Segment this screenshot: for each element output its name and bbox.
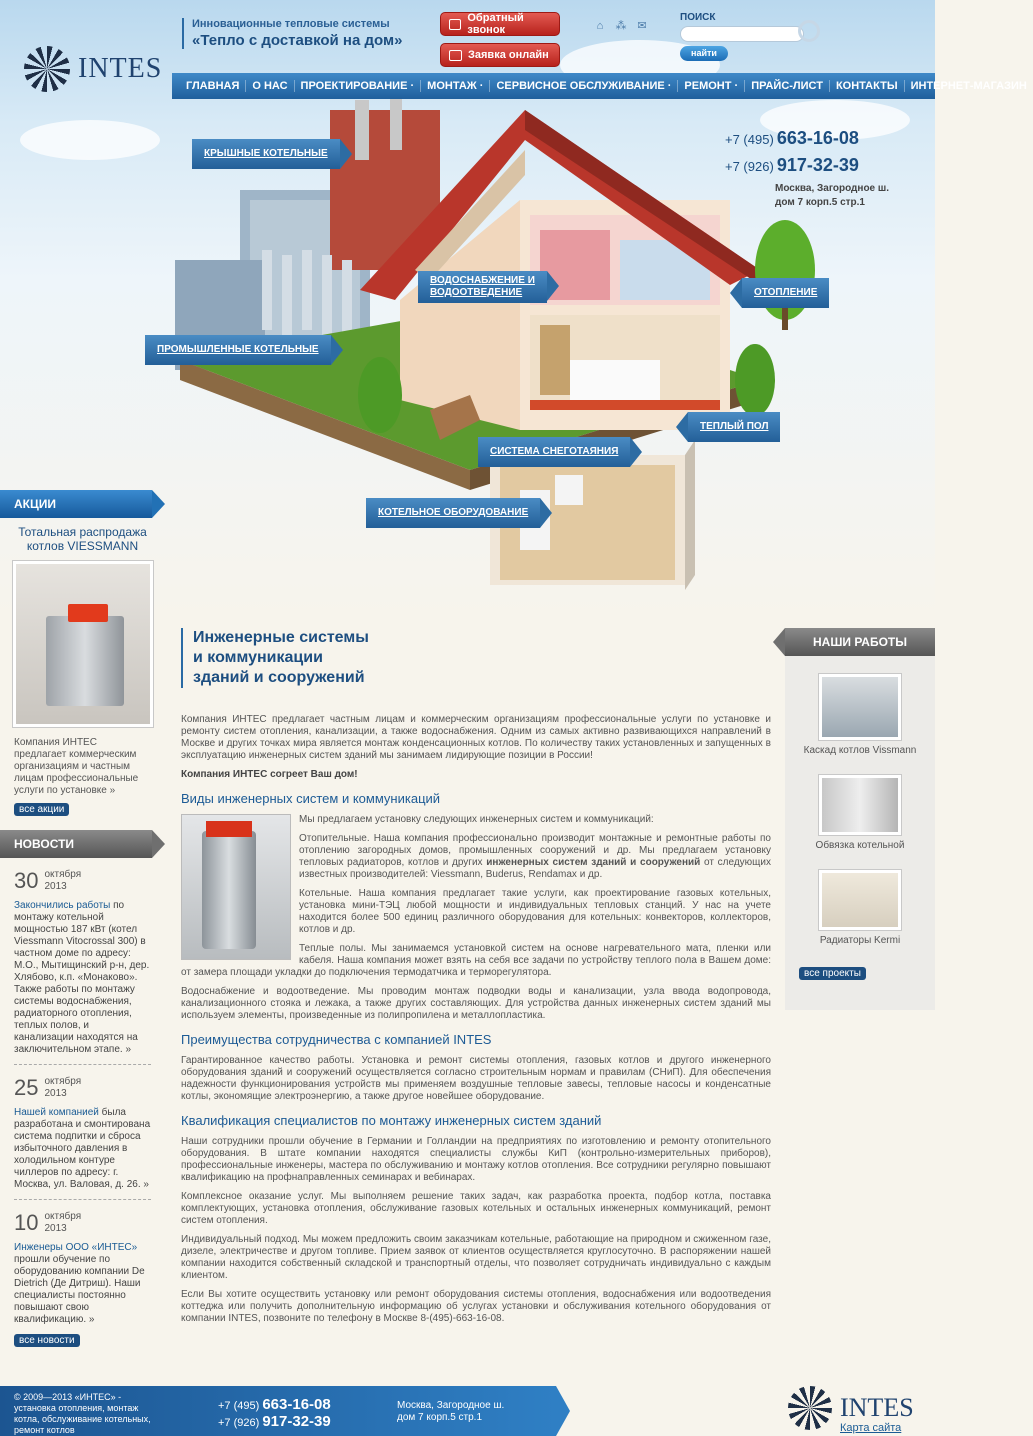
work-item[interactable] xyxy=(785,674,935,757)
nav-item-pricelist[interactable]: ПРАЙС-ЛИСТ xyxy=(745,80,830,92)
nav-item-contacts[interactable]: КОНТАКТЫ xyxy=(830,80,905,92)
logo-icon xyxy=(788,1386,832,1430)
all-news-button[interactable]: все новости xyxy=(14,1334,80,1347)
types-boilers: Котельные. Наша компания предлагает такие услуги, как проектирование газовых котельных, установка мини-ТЭЦ любой мощности и индивидуальных тепловых станций. У нас на учете находится более 500 единиц различного оборудования для котельных: конвекторов, коллекторов, котлов и др. xyxy=(299,888,771,935)
news-day: 30 xyxy=(14,868,39,893)
footer-phone-2[interactable]: +7 (926) 917-32-39 xyxy=(218,1413,331,1430)
news-day: 25 xyxy=(14,1075,39,1100)
slogan: Компания ИНТЕС согреет Ваш дом! xyxy=(181,769,358,780)
types-intro: Мы предлагаем установку следующих инженерных систем и коммуникаций: xyxy=(299,814,654,825)
qualification-text-3: Индивидуальный подход. Мы можем предложить своим заказчикам котельные, работающие на природном и сжиженном газе, дизеле, электричестве и другом топливе. Прием заявок от клиентов осуществляется круглосуточно. В распоряжении нашей компании находится собственный складской и транспортный отделы, что позволяет сотрудничать индивидуально с каждым клиентом. xyxy=(181,1234,771,1281)
address: Москва, Загородное ш. дом 7 корп.5 стр.1 xyxy=(775,183,890,208)
logo-icon xyxy=(24,46,70,92)
promo-image[interactable] xyxy=(13,561,153,727)
nav-item-repair[interactable]: РЕМОНТ · xyxy=(678,80,745,92)
page-title: Инженерные системы и коммуникации зданий и сооружений xyxy=(181,628,381,688)
nav-item-shop[interactable]: ИНТЕРНЕТ-МАГАЗИН xyxy=(910,80,1027,92)
promo-text: Компания ИНТЕС предлагает коммерческим организациям и частным лицам профессиональные услуги по установке » xyxy=(14,737,139,796)
nav-item-home[interactable]: ГЛАВНАЯ xyxy=(180,80,246,92)
work-item[interactable] xyxy=(785,775,935,852)
boiler-shape xyxy=(46,616,124,706)
footer-phone-1[interactable]: +7 (495) 663-16-08 xyxy=(218,1396,331,1413)
tag-water-supply[interactable]: ВОДОСНАБЖЕНИЕ И ВОДООТВЕДЕНИЕ xyxy=(418,271,547,303)
promo-header: АКЦИИ xyxy=(0,490,152,518)
news-header: НОВОСТИ xyxy=(0,830,152,858)
news-year: 2013 xyxy=(44,881,67,892)
all-projects-button[interactable]: все проекты xyxy=(799,967,866,980)
work-item[interactable] xyxy=(785,870,935,947)
boiler-body-shape xyxy=(202,831,256,949)
callback-label: Обратный звонок xyxy=(467,12,524,36)
qualification-text-1: Наши сотрудники прошли обучение в Германии и Голландии на предприятиях по изготовлению и ремонту отопительного оборудования. В штате компании находятся специалисты службы КиП (контрольно-измерительных приборов), профессиональные инженеры, мастера по обслуживанию и монтажу котлов отопления. Все сотрудники регулярно повышают квалификацию на профнаправленных семинарах и вебинарах. xyxy=(181,1136,771,1183)
news-link[interactable]: Закончились работы xyxy=(14,900,111,911)
tag-roof-boilers[interactable]: КРЫШНЫЕ КОТЕЛЬНЫЕ xyxy=(192,139,340,169)
main-content xyxy=(181,628,771,1332)
news-text: по монтажу котельной мощностью 187 кВт (котел Viessmann Vitocrossal 300) в частном доме по адресу: М.О., Мытищинский р-н, дер. Хлябово, к.п. «Монаково». Также работы по монтажу системы водоснабжения, радиаторного отопления, теплых полов, и канализации находятся на заключительном этапе. » xyxy=(14,900,150,1055)
boiler-head-shape xyxy=(206,821,252,837)
phone-2[interactable]: +7 (926) 917-32-39 xyxy=(725,155,859,175)
tag-heating[interactable]: ОТОПЛЕНИЕ xyxy=(742,278,829,308)
magnifier-icon xyxy=(798,20,820,42)
footer-address: Москва, Загородное ш. дом 7 корп.5 стр.1 xyxy=(397,1400,505,1423)
search-box xyxy=(680,12,804,61)
tagline-line1: Инновационные тепловые системы xyxy=(192,18,390,30)
header-contacts xyxy=(725,128,889,210)
types-water: Водоснабжение и водоотведение. Мы проводим монтаж подводки воды и канализации, узла ввода водопровода, канализационного стояка и лежака, а также других составляющих. Для устройства данных инженерных систем зданий мы используем элементы, произведенные из полипропилена и металлопластика. xyxy=(181,986,771,1021)
order-online-label: Заявка онлайн xyxy=(468,49,549,61)
callback-button[interactable] xyxy=(440,12,560,36)
heading-qualification: Квалификация специалистов по монтажу инженерных систем зданий xyxy=(181,1113,602,1128)
intro-text: Компания ИНТЕС предлагает частным лицам и коммерческим организациям профессиональные услуги по установке и ремонту систем отопления, канализации, а также водоснабжения. Одним из самых активно развивающихся направлений в Москве и других точках мира является монтаж конденсационных котлов. По количеству таких установленных и запущенных в эксплуатацию инженерных систем зданий мы занимаем лидирующие позиции в России! xyxy=(181,714,771,761)
news-item xyxy=(14,1210,151,1334)
tag-boiler-equipment[interactable]: КОТЕЛЬНОЕ ОБОРУДОВАНИЕ xyxy=(366,498,540,528)
promo-title[interactable]: Тотальная распродажа котлов VIESSMANN xyxy=(18,525,147,553)
envelope-icon xyxy=(449,50,462,61)
site-logo[interactable] xyxy=(24,46,162,92)
tag-warm-floor[interactable]: ТЕПЛЫЙ ПОЛ xyxy=(688,412,780,442)
types-heating-bold: инженерных систем зданий и сооружений xyxy=(486,857,701,868)
tagline xyxy=(182,18,402,49)
qualification-text-4: Если Вы хотите осуществить установку или ремонт оборудования системы отопления, водоснабжения или водоотведения коттеджа или получить дополнительную информацию об услугах установки и обслуживания котельного оборудования от компании INTES, позвоните по телефону в Москве 8-(495)-663-16-08. xyxy=(181,1289,771,1324)
nav-item-design[interactable]: ПРОЕКТИРОВАНИЕ · xyxy=(295,80,422,92)
news-item xyxy=(14,868,151,1065)
news-year: 2013 xyxy=(44,1088,67,1099)
sitemap-link[interactable]: Карта сайта xyxy=(840,1422,902,1434)
works-header: НАШИ РАБОТЫ xyxy=(785,628,935,656)
boiler-lid-shape xyxy=(68,604,108,622)
phone-1[interactable]: +7 (495) 663-16-08 xyxy=(725,128,859,148)
news-link[interactable]: Инженеры ООО «ИНТЕС» xyxy=(14,1242,138,1253)
mail-icon[interactable]: ✉ xyxy=(637,20,647,32)
heading-system-types: Виды инженерных систем и коммуникаций xyxy=(181,791,441,806)
news-text: прошли обучение по оборудованию компании De Dietrich (Де Дитриш). Наши специалисты постоянно повышают свою квалификацию. » xyxy=(14,1254,145,1325)
nav-item-installation[interactable]: МОНТАЖ · xyxy=(421,80,490,92)
types-floors: Теплые полы. Мы занимаемся установкой систем на основе нагревательного мата, пленки или кабеля. Наша компания может взять на себя все задачи по устройству теплого пола в Вашем доме: от замера площади укладки до подключения термодатчика и терморегулятора. xyxy=(181,943,771,978)
copyright: © 2009—2013 «ИНТЕС» - установка отопления, монтаж котла, обслуживание котельных, ремонт котлов xyxy=(14,1392,151,1435)
work-caption: Обвязка котельной xyxy=(815,840,905,851)
news-month: октября xyxy=(44,1211,82,1222)
tagline-line2: «Тепло с доставкой на дом» xyxy=(192,32,403,49)
left-sidebar xyxy=(0,490,165,1347)
work-image[interactable] xyxy=(819,775,901,835)
news-item xyxy=(14,1075,151,1200)
footer-logo-text: INTES xyxy=(840,1393,914,1422)
our-works-panel xyxy=(785,628,935,1010)
phone-icon xyxy=(449,19,461,30)
qualification-text-2: Комплексное оказание услуг. Мы выполняем решение таких задач, как разработка проекта, подбор котла, поставка комплектующих, установка отопления, обслуживание газовых котельных и остальных инженерных коммуникаций, ремонт систем отопления. xyxy=(181,1191,771,1226)
footer-phones xyxy=(218,1396,331,1430)
sitemap-icon[interactable]: ⁂ xyxy=(615,20,627,32)
advantages-text: Гарантированное качество работы. Установка и ремонт системы отопления, газовых котлов и другого инженерного оборудования зданий и сооружений осуществляется согласно строительным нормам и правилам (СНиП). Для обеспечения надежности функционирования устройств мы применяем воздушные тепловые завесы, тепловые насосы и конденсатные котлы, экономящие электроэнергию, а также другое новейшее оборудование. xyxy=(181,1055,771,1102)
work-caption: Радиаторы Kermi xyxy=(819,935,901,946)
news-month: октября xyxy=(44,869,82,880)
main-nav xyxy=(172,73,1027,99)
boiler-photo xyxy=(181,814,291,960)
news-text: была разработана и смонтирована система подпитки и сброса избыточного давления в холодильном контуре чиллеров по адресу: г. Москва, ул. Валовая, д. 26. » xyxy=(14,1107,151,1190)
search-label: ПОИСК xyxy=(680,12,716,23)
news-year: 2013 xyxy=(44,1223,67,1234)
news-link[interactable]: Нашей компанией xyxy=(14,1107,99,1118)
home-icon[interactable]: ⌂ xyxy=(596,20,604,32)
order-online-button[interactable] xyxy=(440,43,560,67)
all-promos-button[interactable]: все акции xyxy=(14,803,69,816)
nav-item-about[interactable]: О НАС xyxy=(246,80,294,92)
work-caption: Каскад котлов Vissmann xyxy=(803,745,917,756)
work-image[interactable] xyxy=(819,870,901,930)
news-month: октября xyxy=(44,1076,82,1087)
news-day: 10 xyxy=(14,1210,39,1235)
search-button[interactable]: найти xyxy=(680,46,728,61)
logo-text: INTES xyxy=(78,53,163,84)
types-heating: Отопительные. Наша компания профессионально производит монтажные и ремонтные работы по отоплению загородных домов, промышленных сооружений и др. Мы предлагаем установку тепловых радиаторов, котлов и других инженерных систем зданий и сооружений от следующих известных производителей: Viessmann, Buderus, Rendamax и др. xyxy=(299,833,771,880)
header-icons xyxy=(594,20,648,32)
heading-advantages: Преимущества сотрудничества с компанией INTES xyxy=(181,1032,492,1047)
work-image[interactable] xyxy=(819,674,901,740)
search-input[interactable] xyxy=(680,26,804,42)
tag-industrial-boilers[interactable]: ПРОМЫШЛЕННЫЕ КОТЕЛЬНЫЕ xyxy=(145,335,331,365)
tag-snow-melting[interactable]: СИСТЕМА СНЕГОТАЯНИЯ xyxy=(478,437,630,467)
nav-item-service[interactable]: СЕРВИСНОЕ ОБСЛУЖИВАНИЕ · xyxy=(490,80,678,92)
